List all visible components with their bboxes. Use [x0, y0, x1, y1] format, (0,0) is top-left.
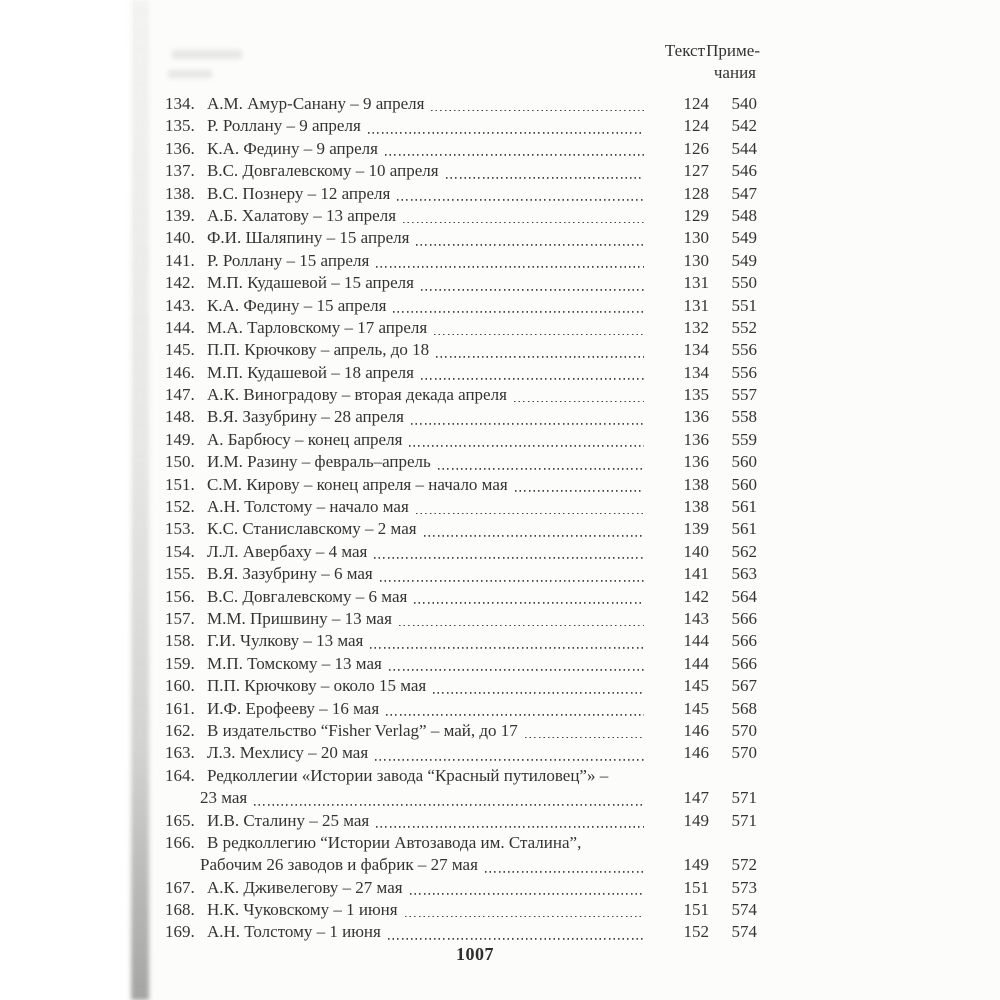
text-page-number: 145: [683, 698, 709, 718]
toc-row: [165, 451, 757, 473]
toc-row: [165, 183, 757, 205]
dotted-leader: [433, 688, 644, 694]
dotted-leader: [376, 262, 644, 268]
dotted-leader: [485, 867, 644, 873]
toc-row: [165, 765, 757, 787]
entry-number: 164.: [165, 765, 195, 785]
entry-number: 152.: [165, 497, 195, 517]
dotted-leader: [615, 777, 644, 783]
entry-text: В.С. Познеру – 12 апреля: [207, 183, 391, 203]
dotted-leader: [515, 486, 644, 492]
toc-row: [165, 272, 757, 294]
text-page-number: 130: [683, 250, 709, 270]
notes-page-number: 549: [731, 228, 757, 248]
toc-row: [165, 295, 757, 317]
text-page-number: 143: [683, 608, 709, 628]
entry-number: 168.: [165, 900, 195, 920]
entry-number: 139.: [165, 205, 195, 225]
entry-text: А.К. Виноградову – вторая декада апреля: [207, 385, 507, 405]
text-page-number: 124: [683, 116, 709, 136]
entry-number: 141.: [165, 250, 195, 270]
text-page-number: 142: [683, 586, 709, 606]
notes-page-number: 571: [731, 788, 757, 808]
notes-page-number: 542: [731, 116, 757, 136]
toc-row: [165, 921, 757, 943]
text-page-number: 149: [683, 810, 709, 830]
entry-number: 136.: [165, 138, 195, 158]
entry-number: 167.: [165, 877, 195, 897]
toc-row: [165, 362, 757, 384]
text-page-number: 151: [683, 877, 709, 897]
text-page-number: 127: [683, 161, 709, 181]
toc-row: [165, 339, 757, 361]
entry-number: 138.: [165, 183, 195, 203]
entry-number: 156.: [165, 586, 195, 606]
entry-number: 137.: [165, 161, 195, 181]
text-page-number: 140: [683, 541, 709, 561]
page-number: 1007: [456, 944, 494, 964]
text-page-number: 132: [683, 317, 709, 337]
dotted-leader: [403, 217, 644, 223]
text-page-number: 141: [683, 564, 709, 584]
toc-row: [165, 787, 757, 809]
toc-row: [165, 160, 757, 182]
text-page-number: 136: [683, 452, 709, 472]
text-page-number: 136: [683, 429, 709, 449]
entry-text: Н.К. Чуковскому – 1 июня: [207, 900, 398, 920]
entry-text: А.Б. Халатову – 13 апреля: [207, 205, 397, 225]
entry-text: 23 мая: [200, 788, 248, 808]
toc-row: [165, 586, 757, 608]
entry-text: А.К. Дживелегову – 27 мая: [207, 877, 403, 897]
toc-list: [165, 93, 757, 944]
column-header-notes-line1: Приме-: [706, 41, 760, 60]
entry-number: 163.: [165, 743, 195, 763]
toc-row: [165, 854, 757, 876]
entry-number: 134.: [165, 94, 195, 113]
entry-number: 140.: [165, 228, 195, 248]
dotted-leader: [399, 620, 644, 626]
entry-text: К.А. Федину – 9 апреля: [207, 138, 378, 158]
notes-page-number: 560: [731, 474, 757, 494]
toc-row: [165, 742, 757, 764]
entry-number: 166.: [165, 832, 195, 852]
dotted-leader: [446, 173, 644, 179]
dotted-leader: [416, 240, 644, 246]
dotted-leader: [411, 419, 644, 425]
entry-text: М.П. Кудашевой – 18 апреля: [207, 362, 414, 382]
notes-page-number: 574: [731, 900, 757, 920]
toc-row: [165, 720, 757, 742]
entry-text: В.С. Довгалевскому – 6 мая: [207, 586, 408, 606]
notes-page-number: 572: [731, 855, 757, 875]
toc-row: [165, 899, 757, 921]
dotted-leader: [414, 598, 644, 604]
dotted-leader: [421, 285, 644, 291]
entry-text: Р. Роллану – 15 апреля: [207, 250, 370, 270]
toc-row: [165, 429, 757, 451]
column-header-text: Текст: [664, 41, 705, 60]
page-edge-shadow: [131, 0, 149, 1000]
text-page-number: 146: [683, 720, 709, 740]
notes-page-number: 567: [731, 676, 757, 696]
notes-page-number: 570: [731, 720, 757, 740]
entry-text: Р. Роллану – 9 апреля: [207, 116, 361, 136]
text-page-number: 145: [683, 676, 709, 696]
toc-row: [165, 518, 757, 540]
notes-page-number: 562: [731, 541, 757, 561]
entry-number: 161.: [165, 698, 195, 718]
text-page-number: 131: [683, 273, 709, 293]
text-page-number: 146: [683, 743, 709, 763]
notes-page-number: 546: [731, 161, 757, 181]
toc-row: [165, 877, 757, 899]
dotted-leader: [436, 352, 644, 358]
notes-page-number: 558: [731, 407, 757, 427]
dotted-leader: [393, 307, 644, 313]
entry-number: 154.: [165, 541, 195, 561]
entry-number: 159.: [165, 653, 195, 673]
entry-number: 145.: [165, 340, 195, 360]
text-page-number: 136: [683, 407, 709, 427]
dotted-leader: [385, 150, 644, 156]
dotted-leader: [410, 889, 644, 895]
entry-text: В издательство “Fisher Verlag” – май, до 17: [207, 720, 518, 740]
column-header-notes-line2: чания: [713, 63, 756, 82]
column-headers: [165, 40, 760, 88]
entry-number: 144.: [165, 317, 195, 337]
entry-text: В.С. Довгалевскому – 10 апреля: [207, 161, 439, 181]
dotted-leader: [375, 755, 644, 761]
text-page-number: 139: [683, 519, 709, 539]
toc-row: [165, 698, 757, 720]
entry-number: 169.: [165, 922, 195, 942]
entry-text: Л.Л. Авербаху – 4 мая: [207, 541, 368, 561]
dotted-leader: [397, 195, 644, 201]
entry-number: 146.: [165, 362, 195, 382]
dotted-leader: [370, 643, 644, 649]
entry-number: 155.: [165, 564, 195, 584]
dotted-leader: [588, 844, 644, 850]
notes-page-number: 570: [731, 743, 757, 763]
toc-row: [165, 496, 757, 518]
entry-text: П.П. Крючкову – около 15 мая: [207, 676, 427, 696]
toc-row: [165, 227, 757, 249]
notes-page-number: 548: [731, 205, 757, 225]
toc-row: [165, 608, 757, 630]
toc-row: [165, 653, 757, 675]
entry-number: 165.: [165, 810, 195, 830]
text-page-number: 128: [683, 183, 709, 203]
entry-number: 157.: [165, 608, 195, 628]
notes-page-number: 564: [731, 586, 757, 606]
text-page-number: 149: [683, 855, 709, 875]
toc-row: [165, 115, 757, 137]
notes-page-number: 566: [731, 653, 757, 673]
dotted-leader: [380, 576, 644, 582]
dotted-leader: [421, 374, 644, 380]
toc-row: [165, 250, 757, 272]
notes-page-number: 561: [731, 519, 757, 539]
entry-text: П.П. Крючкову – апрель, до 18: [207, 340, 430, 360]
dotted-leader: [405, 911, 644, 917]
notes-page-number: 550: [731, 273, 757, 293]
entry-text: С.М. Кирову – конец апреля – начало мая: [207, 474, 508, 494]
entry-number: 142.: [165, 273, 195, 293]
dotted-leader: [254, 800, 644, 806]
notes-page-number: 560: [731, 452, 757, 472]
toc-row: [165, 675, 757, 697]
notes-page-number: 559: [731, 429, 757, 449]
toc-row: [165, 541, 757, 563]
notes-page-number: 557: [731, 385, 757, 405]
entry-text: К.С. Станиславскому – 2 мая: [207, 519, 417, 539]
entry-text: Редколлегии «Истории завода “Красный путиловец”» –: [207, 765, 609, 785]
notes-page-number: 552: [731, 317, 757, 337]
text-page-number: 147: [683, 788, 709, 808]
dotted-leader: [514, 396, 644, 402]
entry-number: 153.: [165, 519, 195, 539]
dotted-leader: [431, 105, 644, 111]
entry-text: В редколлегию “Истории Автозавода им. Сталина”,: [207, 832, 582, 852]
dotted-leader: [376, 822, 644, 828]
dotted-leader: [409, 441, 644, 447]
notes-page-number: 574: [731, 922, 757, 942]
text-page-number: 138: [683, 497, 709, 517]
entry-number: 147.: [165, 385, 195, 405]
toc-row: [165, 138, 757, 160]
dotted-leader: [438, 464, 644, 470]
entry-text: А.Н. Толстому – начало мая: [207, 497, 409, 517]
notes-page-number: 544: [731, 138, 757, 158]
text-page-number: 134: [683, 340, 709, 360]
dotted-leader: [389, 665, 644, 671]
notes-page-number: 561: [731, 497, 757, 517]
notes-page-number: 549: [731, 250, 757, 270]
dotted-leader: [416, 508, 644, 514]
page-left-margin: [0, 0, 133, 1000]
toc-row: [165, 563, 757, 585]
notes-page-number: 566: [731, 631, 757, 651]
dotted-leader: [388, 934, 644, 940]
toc-row: [165, 474, 757, 496]
notes-page-number: 571: [731, 810, 757, 830]
entry-number: 158.: [165, 631, 195, 651]
text-page-number: 129: [683, 205, 709, 225]
notes-page-number: 568: [731, 698, 757, 718]
entry-number: 148.: [165, 407, 195, 427]
entry-number: 135.: [165, 116, 195, 136]
entry-number: 143.: [165, 295, 195, 315]
entry-text: Л.З. Мехлису – 20 мая: [207, 743, 369, 763]
notes-page-number: 563: [731, 564, 757, 584]
text-page-number: 152: [683, 922, 709, 942]
notes-page-number: 556: [731, 362, 757, 382]
text-page-number: 151: [683, 900, 709, 920]
entry-text: А.М. Амур-Санану – 9 апреля: [207, 94, 425, 113]
toc-row: [165, 384, 757, 406]
entry-text: Г.И. Чулкову – 13 мая: [207, 631, 364, 651]
toc-row: [165, 832, 757, 854]
text-page-number: 134: [683, 362, 709, 382]
text-page-number: 138: [683, 474, 709, 494]
dotted-leader: [374, 553, 644, 559]
entry-text: Рабочим 26 заводов и фабрик – 27 мая: [200, 855, 478, 875]
entry-number: 162.: [165, 720, 195, 740]
entry-text: М.А. Тарловскому – 17 апреля: [207, 317, 428, 337]
entry-text: М.П. Томскому – 13 мая: [207, 653, 382, 673]
notes-page-number: 566: [731, 608, 757, 628]
entry-number: 151.: [165, 474, 195, 494]
entry-number: 160.: [165, 676, 195, 696]
entry-text: М.М. Пришвину – 13 мая: [207, 608, 392, 628]
entry-text: В.Я. Зазубрину – 6 мая: [207, 564, 373, 584]
text-page-number: 126: [683, 138, 709, 158]
toc-row: [165, 406, 757, 428]
text-page-number: 144: [683, 653, 709, 673]
toc-row: [165, 93, 757, 115]
entry-text: А. Барбюсу – конец апреля: [207, 429, 403, 449]
dotted-leader: [386, 710, 644, 716]
text-page-number: 135: [683, 385, 709, 405]
entry-text: А.Н. Толстому – 1 июня: [207, 922, 381, 942]
dotted-leader: [434, 329, 644, 335]
entry-text: К.А. Федину – 15 апреля: [207, 295, 387, 315]
dotted-leader: [525, 732, 644, 738]
entry-text: И.В. Сталину – 25 мая: [207, 810, 370, 830]
entry-number: 150.: [165, 452, 195, 472]
notes-page-number: 547: [731, 183, 757, 203]
notes-page-number: 573: [731, 877, 757, 897]
notes-page-number: 551: [731, 295, 757, 315]
entry-text: Ф.И. Шаляпину – 15 апреля: [207, 228, 410, 248]
text-page-number: 144: [683, 631, 709, 651]
toc-row: [165, 205, 757, 227]
dotted-leader: [368, 128, 644, 134]
text-page-number: 124: [683, 94, 709, 113]
notes-page-number: 540: [731, 94, 757, 113]
entry-text: И.Ф. Ерофееву – 16 мая: [207, 698, 380, 718]
notes-page-number: 556: [731, 340, 757, 360]
toc-row: [165, 810, 757, 832]
entry-text: И.М. Разину – февраль–апрель: [207, 452, 431, 472]
text-page-number: 131: [683, 295, 709, 315]
entry-text: В.Я. Зазубрину – 28 апреля: [207, 407, 404, 427]
toc-row: [165, 317, 757, 339]
dotted-leader: [424, 531, 644, 537]
text-page-number: 130: [683, 228, 709, 248]
entry-number: 149.: [165, 429, 195, 449]
toc-row: [165, 630, 757, 652]
entry-text: М.П. Кудашевой – 15 апреля: [207, 273, 414, 293]
